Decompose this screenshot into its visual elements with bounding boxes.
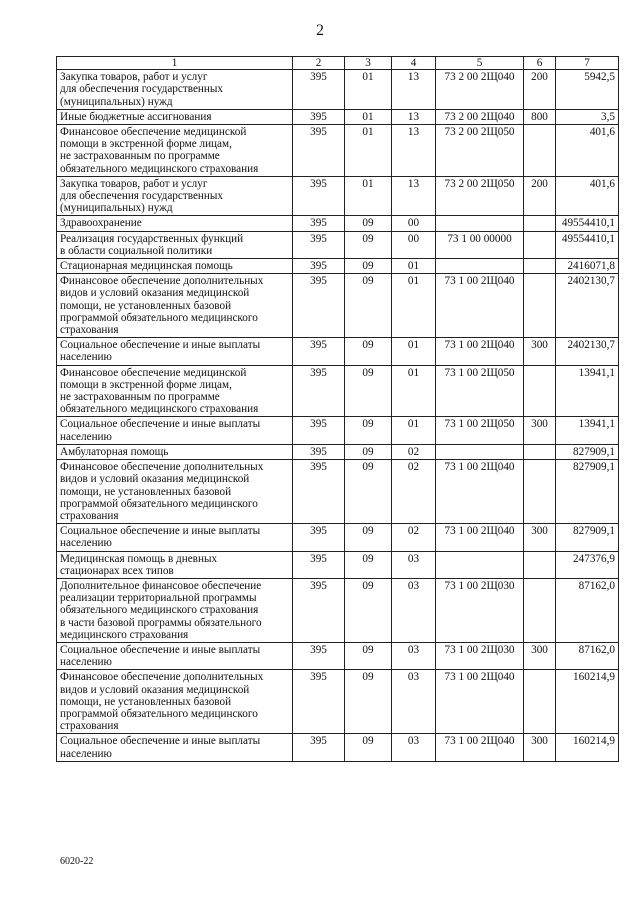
- row-code-ministry: 395: [293, 578, 345, 642]
- row-code-expense-type: 300: [524, 524, 556, 551]
- row-code-section: 01: [345, 125, 392, 177]
- row-code-target: 73 1 00 2Щ040: [436, 734, 524, 761]
- row-amount: 160214,9: [556, 670, 619, 734]
- row-code-ministry: 395: [293, 274, 345, 338]
- row-code-target: 73 1 00 2Щ040: [436, 460, 524, 524]
- row-code-subsection: 13: [392, 109, 436, 124]
- row-code-expense-type: 200: [524, 70, 556, 110]
- row-name: Амбулаторная помощь: [57, 444, 293, 459]
- row-code-section: 09: [345, 444, 392, 459]
- row-name: Закупка товаров, работ и услуг для обеспечения государственных (муниципальных) нужд: [57, 176, 293, 216]
- row-name: Закупка товаров, работ и услуг для обеспечения государственных (муниципальных) нужд: [57, 70, 293, 110]
- row-amount: 827909,1: [556, 444, 619, 459]
- row-code-subsection: 02: [392, 444, 436, 459]
- row-code-expense-type: 300: [524, 417, 556, 444]
- row-code-target: [436, 259, 524, 274]
- budget-table: [56, 56, 619, 762]
- row-code-target: [436, 216, 524, 231]
- table-row: [57, 125, 619, 177]
- table-row: [57, 578, 619, 642]
- row-name: Здравоохранение: [57, 216, 293, 231]
- row-code-target: 73 2 00 2Щ040: [436, 70, 524, 110]
- row-code-ministry: 395: [293, 109, 345, 124]
- row-code-section: 09: [345, 460, 392, 524]
- row-code-section: 09: [345, 417, 392, 444]
- row-code-ministry: 395: [293, 338, 345, 365]
- table-row: [57, 460, 619, 524]
- row-code-expense-type: [524, 274, 556, 338]
- row-amount: 401,6: [556, 176, 619, 216]
- column-header-2: 2: [293, 57, 345, 70]
- row-code-section: 09: [345, 338, 392, 365]
- row-code-expense-type: [524, 670, 556, 734]
- table-row: [57, 109, 619, 124]
- row-amount: 3,5: [556, 109, 619, 124]
- header-row: [57, 57, 619, 70]
- row-name: Социальное обеспечение и иные выплаты населению: [57, 338, 293, 365]
- row-code-section: 09: [345, 551, 392, 578]
- row-amount: 87162,0: [556, 578, 619, 642]
- row-code-ministry: 395: [293, 125, 345, 177]
- row-code-target: [436, 444, 524, 459]
- table-row: [57, 274, 619, 338]
- row-code-section: 09: [345, 578, 392, 642]
- row-code-section: 09: [345, 734, 392, 761]
- row-code-subsection: 01: [392, 274, 436, 338]
- row-code-ministry: 395: [293, 734, 345, 761]
- table-row: [57, 642, 619, 669]
- row-amount: 401,6: [556, 125, 619, 177]
- column-header-1: 1: [57, 57, 293, 70]
- row-code-target: [436, 551, 524, 578]
- row-code-subsection: 01: [392, 417, 436, 444]
- row-name: Реализация государственных функций в области социальной политики: [57, 231, 293, 258]
- row-code-ministry: 395: [293, 670, 345, 734]
- row-name: Финансовое обеспечение медицинской помощи в экстренной форме лицам, не застрахованным по программе обязательного медицинского страхования: [57, 125, 293, 177]
- row-code-ministry: 395: [293, 259, 345, 274]
- table-row: [57, 70, 619, 110]
- row-code-target: 73 2 00 2Щ050: [436, 125, 524, 177]
- row-amount: 2402130,7: [556, 338, 619, 365]
- row-code-expense-type: [524, 444, 556, 459]
- row-code-section: 01: [345, 109, 392, 124]
- row-amount: 827909,1: [556, 460, 619, 524]
- row-code-target: 73 1 00 2Щ050: [436, 417, 524, 444]
- row-name: Финансовое обеспечение дополнительных видов и условий оказания медицинской помощи, не установленных базовой программой обязательного медицинского страхования: [57, 460, 293, 524]
- row-code-target: 73 1 00 2Щ040: [436, 670, 524, 734]
- row-amount: 2402130,7: [556, 274, 619, 338]
- row-amount: 247376,9: [556, 551, 619, 578]
- row-code-ministry: 395: [293, 524, 345, 551]
- row-code-subsection: 13: [392, 176, 436, 216]
- table-row: [57, 231, 619, 258]
- row-code-ministry: 395: [293, 444, 345, 459]
- row-code-subsection: 03: [392, 734, 436, 761]
- row-code-target: 73 1 00 2Щ040: [436, 274, 524, 338]
- row-name: Финансовое обеспечение медицинской помощи в экстренной форме лицам, не застрахованным по программе обязательного медицинского страхования: [57, 365, 293, 417]
- row-code-expense-type: 800: [524, 109, 556, 124]
- row-code-subsection: 03: [392, 642, 436, 669]
- row-code-target: 73 1 00 2Щ050: [436, 365, 524, 417]
- page-number: 2: [316, 22, 324, 39]
- row-code-target: 73 1 00 2Щ030: [436, 578, 524, 642]
- table-row: [57, 259, 619, 274]
- row-code-target: 73 1 00 2Щ030: [436, 642, 524, 669]
- row-code-subsection: 00: [392, 216, 436, 231]
- row-amount: 2416071,8: [556, 259, 619, 274]
- row-code-expense-type: 300: [524, 642, 556, 669]
- row-name: Медицинская помощь в дневных стационарах всех типов: [57, 551, 293, 578]
- table-row: [57, 551, 619, 578]
- row-code-expense-type: [524, 460, 556, 524]
- row-code-expense-type: [524, 231, 556, 258]
- row-amount: 827909,1: [556, 524, 619, 551]
- row-code-subsection: 01: [392, 365, 436, 417]
- row-code-ministry: 395: [293, 176, 345, 216]
- row-code-ministry: 395: [293, 551, 345, 578]
- row-code-expense-type: [524, 578, 556, 642]
- row-amount: 49554410,1: [556, 216, 619, 231]
- row-code-target: 73 1 00 2Щ040: [436, 338, 524, 365]
- row-code-ministry: 395: [293, 460, 345, 524]
- row-name: Социальное обеспечение и иные выплаты населению: [57, 417, 293, 444]
- row-amount: 49554410,1: [556, 231, 619, 258]
- row-name: Стационарная медицинская помощь: [57, 259, 293, 274]
- row-amount: 13941,1: [556, 365, 619, 417]
- row-code-subsection: 03: [392, 551, 436, 578]
- row-code-section: 09: [345, 274, 392, 338]
- table-row: [57, 216, 619, 231]
- table-row: [57, 444, 619, 459]
- row-amount: 87162,0: [556, 642, 619, 669]
- row-code-section: 09: [345, 216, 392, 231]
- row-name: Социальное обеспечение и иные выплаты населению: [57, 734, 293, 761]
- row-code-expense-type: 200: [524, 176, 556, 216]
- row-code-section: 09: [345, 642, 392, 669]
- row-code-ministry: 395: [293, 216, 345, 231]
- row-code-section: 09: [345, 259, 392, 274]
- row-name: Финансовое обеспечение дополнительных видов и условий оказания медицинской помощи, не установленных базовой программой обязательного медицинского страхования: [57, 274, 293, 338]
- row-code-subsection: 13: [392, 125, 436, 177]
- row-code-ministry: 395: [293, 70, 345, 110]
- footer-code: 6020-22: [60, 856, 94, 867]
- table-body: [57, 70, 619, 762]
- table-row: [57, 524, 619, 551]
- row-code-subsection: 13: [392, 70, 436, 110]
- row-code-subsection: 03: [392, 670, 436, 734]
- row-code-expense-type: [524, 365, 556, 417]
- row-code-section: 09: [345, 231, 392, 258]
- row-name: Социальное обеспечение и иные выплаты населению: [57, 524, 293, 551]
- column-header-5: 5: [436, 57, 524, 70]
- row-code-subsection: 02: [392, 524, 436, 551]
- row-code-section: 09: [345, 365, 392, 417]
- row-code-section: 01: [345, 70, 392, 110]
- row-amount: 5942,5: [556, 70, 619, 110]
- row-code-expense-type: [524, 551, 556, 578]
- row-name: Финансовое обеспечение дополнительных видов и условий оказания медицинской помощи, не установленных базовой программой обязательного медицинского страхования: [57, 670, 293, 734]
- row-code-expense-type: [524, 125, 556, 177]
- row-name: Социальное обеспечение и иные выплаты населению: [57, 642, 293, 669]
- row-name: Иные бюджетные ассигнования: [57, 109, 293, 124]
- row-code-subsection: 03: [392, 578, 436, 642]
- table-row: [57, 365, 619, 417]
- column-header-3: 3: [345, 57, 392, 70]
- table-row: [57, 670, 619, 734]
- table-row: [57, 338, 619, 365]
- row-code-expense-type: [524, 216, 556, 231]
- row-code-subsection: 00: [392, 231, 436, 258]
- row-code-section: 09: [345, 524, 392, 551]
- row-code-subsection: 01: [392, 338, 436, 365]
- row-amount: 160214,9: [556, 734, 619, 761]
- row-code-ministry: 395: [293, 231, 345, 258]
- row-code-expense-type: 300: [524, 734, 556, 761]
- column-header-6: 6: [524, 57, 556, 70]
- column-header-4: 4: [392, 57, 436, 70]
- row-code-ministry: 395: [293, 365, 345, 417]
- row-amount: 13941,1: [556, 417, 619, 444]
- column-header-7: 7: [556, 57, 619, 70]
- row-name: Дополнительное финансовое обеспечение реализации территориальной программы обязательного медицинского страхования в части базовой программы обязательного медицинского страхования: [57, 578, 293, 642]
- table-row: [57, 417, 619, 444]
- row-code-section: 01: [345, 176, 392, 216]
- row-code-expense-type: 300: [524, 338, 556, 365]
- row-code-section: 09: [345, 670, 392, 734]
- row-code-subsection: 01: [392, 259, 436, 274]
- row-code-target: 73 1 00 2Щ040: [436, 524, 524, 551]
- row-code-ministry: 395: [293, 642, 345, 669]
- row-code-target: 73 2 00 2Щ050: [436, 176, 524, 216]
- row-code-ministry: 395: [293, 417, 345, 444]
- table-row: [57, 176, 619, 216]
- table-row: [57, 734, 619, 761]
- row-code-expense-type: [524, 259, 556, 274]
- row-code-target: 73 1 00 00000: [436, 231, 524, 258]
- row-code-subsection: 02: [392, 460, 436, 524]
- row-code-target: 73 2 00 2Щ040: [436, 109, 524, 124]
